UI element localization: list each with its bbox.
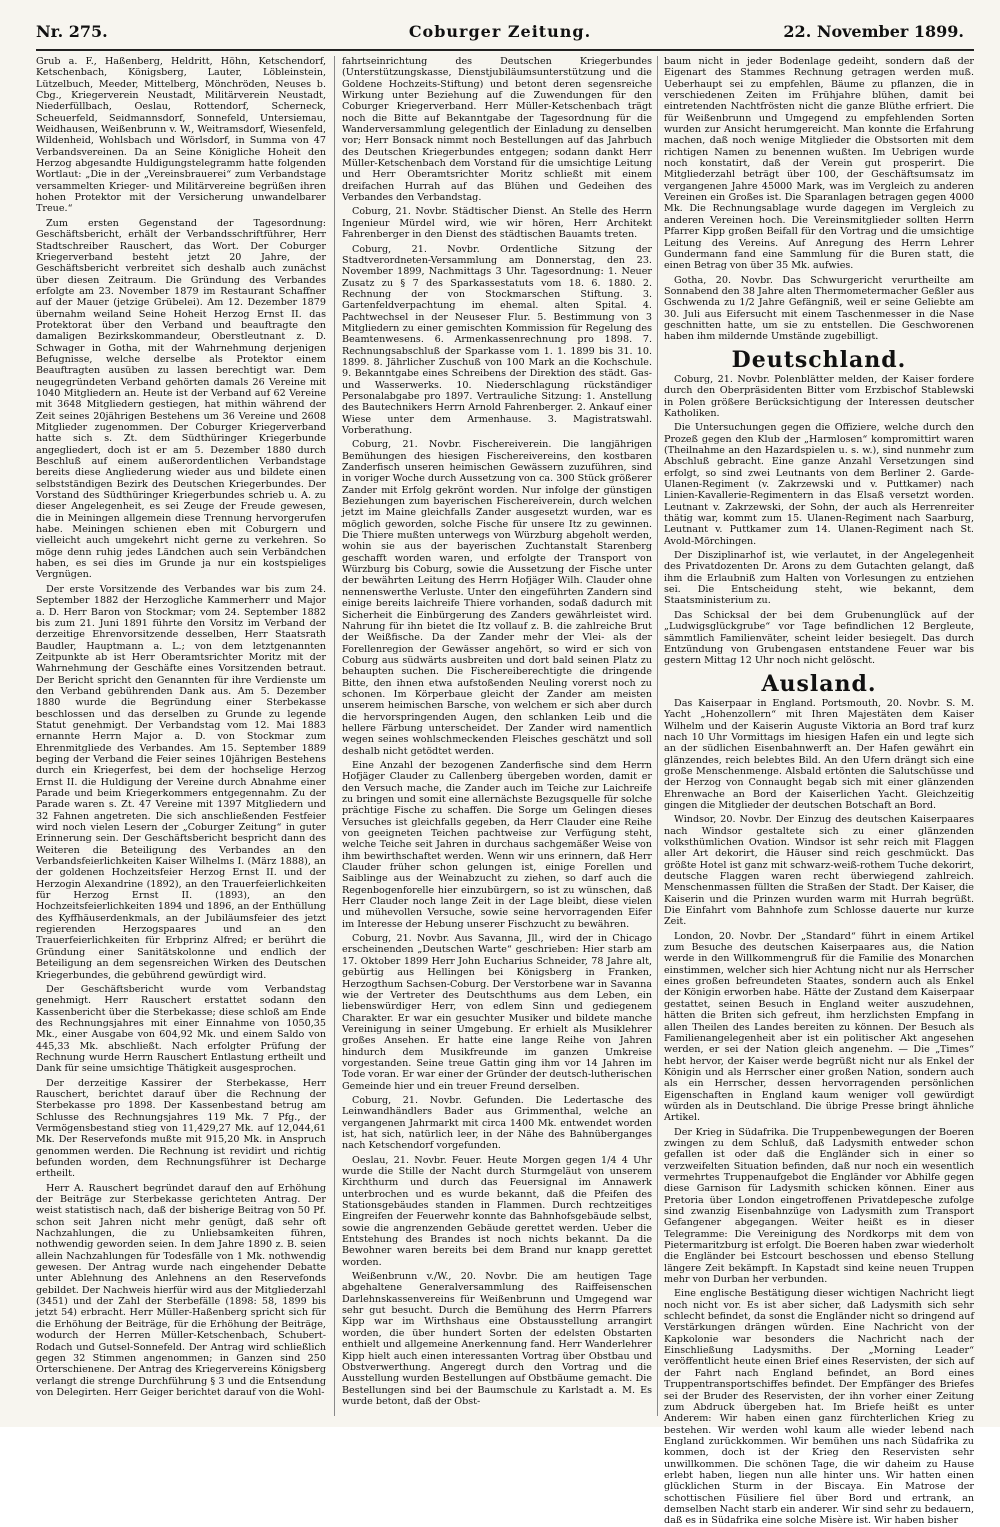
news-item: London, 20. Novbr. Der „Standard“ führt in einem Artikel zum Besuche des deutschen Kaiserpaares aus, die Nation werde in den Willkommengruß für die Familie des Monarchen einstimmen, welcher sich hier Achtung nicht nur als Herrscher eines großen befreundeten Staates, sondern auch als Enkel der Königin erworben habe. Hätte der Zustand dem Kaiserpaar gestattet, seinen Besuch in England weiter auszudehnen, hätten die Briten sich gefreut, ihm herzlichsten Empfang in allen Theilen des Landes bereiten zu können. Der Besuch als Familienangelegenheit aber ist ein politischer Akt angesehen werden, er sei der Nation gleich angenehm. — Die „Times“ hebt hervor, der Kaiser werde begrüßt nicht nur als Enkel der Königin und als Herrscher einer großen Nation, sondern auch als ein Herrscher, dessen hervorragenden persönlichen Eigenschaften in England kaum weniger voll gewürdigt würden als in Deutschland. Die übrige Presse bringt ähnliche Artikel.	[664, 930, 974, 1124]
newspaper-title: Coburger Zeitung.	[408, 22, 592, 41]
news-item: Coburg, 21. Novbr. Ordentliche Sitzung der Stadtverordneten-Versammlung am Donnerstag, den 23. November 1899, Nachmittags 3 Uhr. Tagesordnung: 1. Neuer Zusatz zu § 7 des Sparkassestatuts vom 18. 6. 1880. 2. Rechnung der von Stockmarschen Stiftung. 3. Gartenfeldverpachtung im ehemal. alten Spital. 4. Pachtwechsel in der Neuseser Flur. 5. Bestimmung von 3 Mitgliedern zu einer gemischten Kommission für Regelung des Beamtenwesens. 6. Armenkassenrechnung pro 1898. 7. Rechnungsabschluß der Sparkasse vom 1. 1. 1899 bis 31. 10. 1899. 8. Jährlicher Zuschuß von 100 Mark an die Kochschule. 9. Bekanntgabe eines Schreibens der Direktion des städt. Gas- und Wasserwerks. 10. Niederschlagung rückständiger Personalabgabe pro 1897. Vertrauliche Sitzung: 1. Anstellung des Bautechnikers Herrn Arnold Fahrenberger. 2. Ankauf einer Wiese unter dem Armenhause. 3. Magistratswahl. Vorberathung.	[342, 243, 652, 436]
column-left	[36, 56, 326, 1416]
news-item: Coburg, 21. Novbr. Fischereiverein. Die langjährigen Bemühungen des hiesigen Fischereivereins, den kostbaren Zanderfisch unseren heimischen Gewässern zuzuführen, sind in voriger Woche durch Aussetzung von ca. 300 Stück größerer Zander mit Erfolg gekrönt worden. Nur infolge der günstigen Beziehungen zum bayerischen Fischereiverein, durch welchen jetzt im Maine gleichfalls Zander ausgesetzt wurden, war es möglich geworden, solche Fische für unsere Itz zu gewinnen. Die Thiere mußten unterwegs von Würzburg abgeholt werden, wohin sie aus der bayerischen Zuchtanstalt Starenberg geschafft worden waren, und erfolgte der Transport von Würzburg bis Coburg, sowie die Aussetzung der Fische unter der bewährten Leitung des Herrn Hofjäger Wilh. Clauder ohne nennenswerthe Verluste. Unter den eingeführten Zandern sind einige bereits laichreife Thiere vorhanden, sodaß dadurch mit Sicherheit die Einbürgerung des Zanders gewährleistet wird. Nahrung für ihn bietet die Itz vollauf z. B. die zahlreiche Brut der Weißfische. Da der Zander mehr der Vlei- als der Forellenregion der Gewässer angehört, so wird er sich von Coburg aus südwärts ausbreiten und dort bald seinen Platz zu behaupten suchen. Die Fischereiberechtigte die dringende Bitte, den ihnen etwa aufstoßenden Neuling vorerst noch zu schonen. Im Körperbaue gleicht der Zander am meisten unserem heimischen Barsche, von welchem er sich aber durch die hervorspringenden Augen, den schlanken Leib und die hellere Färbung unterscheidet. Der Zander wird namentlich wegen seines wohlschmeckenden Fleisches geschätzt und soll deshalb nicht getödtet werden.	[342, 439, 652, 757]
news-item: Coburg, 21. Novbr. Städtischer Dienst. An Stelle des Herrn Ingenieur Mürdel wird, wie wir hören, Herr Architekt Fahrenberger in den Dienst des städtischen Bauamts treten.	[342, 206, 652, 241]
news-item: Coburg, 21. Novbr. Aus Savanna, Jll., wird der in Chicago erscheinenden „Deutschen Warte“ geschrieben: Hier starb am 17. Oktober 1899 Herr John Eucharius Schneider, 78 Jahre alt, gebürtig aus Hellingen bei Königsberg in Franken, Herzogthum Sachsen-Coburg. Der Verstorbene war in Savanna wie der Vertreter des Deutschthums aus dem Leben, ein liebenswürdiger Herr, von edlem Sinn und gediegenem Charakter. Er war ein gesuchter Musiker und bildete manche Vereinigung in seiner Umgebung. Er erhielt als Musiklehrer großes Ansehen. Er hatte eine lange Reihe von Jahren hindurch dem Musikfreunde im ganzen Umkreise vorgestanden. Seine treue Gattin ging ihm vor 14 Jahren im Tode voran. Er war einer der Gründer der deutsch-lutherischen Gemeinde hier und ein treuer Freund derselben.	[342, 933, 653, 1092]
column-divider	[657, 56, 658, 1416]
news-item: Coburg, 21. Novbr. Gefunden. Die Ledertasche des Leinwandhändlers Bader aus Grimmenthal, welche an vergangenen Jahrmarkt mit circa 1400 Mk. entwendet worden ist, hat sich, natürlich leer, in der Nähe des Bahnüberganges nach Ketschendorf vorgefunden.	[342, 1094, 652, 1152]
news-item: Das Schicksal der bei dem Grubenunglück auf der „Ludwigsglückgrube“ vor Tage befindlichen 12 Bergleute, sämmtlich Familienväter, scheint leider besiegelt. Das durch Entzündung von Grubengasen entstandene Feuer war bis gestern Mittag 12 Uhr noch nicht gelöscht.	[664, 609, 974, 667]
column-right	[664, 56, 974, 1527]
section-heading-ausland: Ausland.	[761, 670, 877, 697]
news-item: Gotha, 20. Novbr. Das Schwurgericht verurtheilte am Sonnabend den 38 Jahre alten Thermometermacher Geßler aus Gschwenda zu 1/2 Jahre Gefängniß, weil er seine Geliebte am 30. Juli aus Eifersucht mit einem Taschenmesser in die Nase geschnitten hatte, um sie zu entstellen. Die Geschworenen haben ihm mildernde Umstände zugebilligt.	[664, 274, 974, 343]
column-divider	[334, 56, 335, 1416]
issue-number: Nr. 275.	[36, 22, 108, 41]
article-paragraph: baum nicht in jeder Bodenlage gedeiht, sondern daß der Eigenart des Stammes Rechnung getragen werden muß. Ueberhaupt sei zu empfehlen, Bäume zu pflanzen, die in verschiedenen Zeiten im Frühjahre blühen, damit bei eintretenden Nachtfrösten nicht die ganze Blüthe erfriert. Die für Weißenbrunn und Umgegend zu empfehlenden Sorten wurden zur Ansicht herumgereicht. Man konnte die Erfahrung machen, daß noch wenige Mitglieder die Obstsorten mit dem richtigen Namen zu benennen wußten. Im Uebrigen wurde noch konstatirt, daß der Verein gut prosperirt. Die Mitgliederzahl beträgt über 100, der Geschäftsumsatz im vergangenen Jahre 45000 Mark, was im Vergleich zu anderen Vereinen ein Großes ist. Die Sparanlagen betragen gegen 4000 Mk. Die Rechnungsablage wurde dagegen im Vergleich zu anderen Vereinen hoch. Die Vereinsmitglieder sollten Herrn Pfarrer Kipp großen Beifall für den Vortrag und die umsichtige Leitung des Vereins. Auf Anregung des Herrn Lehrer Gundermann fand eine Sammlung für die Buren statt, die einen Betrag von über 35 Mk. aufwies.	[664, 56, 974, 272]
article-paragraph: Eine englische Bestätigung dieser wichtigen Nachricht liegt noch nicht vor. Es ist aber sicher, daß Ladysmith sich sehr schlecht befindet, da sonst die Engländer nicht so dringend auf Verstärkungen drängen würden. Eine Nachricht von der Kapkolonie war besonders die Nachricht nach der Einschließung Ladysmiths. Der „Morning Leader“ veröffentlicht heute einen Brief eines Reservisten, der sich auf der Fahrt nach England befindet, an Bord eines Truppentransportschiffes befindet. Der Empfänger des Briefes sei der Bruder des Reservisten, der ihn vorher einer Zeitung zum Abdruck übergeben hat. Im Briefe heißt es unter Anderem: Wir haben einen ganz fürchterlichen Krieg zu bestehen. Wir werden wohl kaum alle wieder lebend nach England zurückkommen. Wir bemühen uns nach Südafrika zu kommen, doch ist der Krieg den Reservisten sehr unwillkommen. Die schönen Tage, die wir daheim zu Hause erlebt haben, liegen nun alle hinter uns. Wir hatten einen glücklichen Sturm in der Biscaya. Ein Matrose der schottischen Füsiliere fiel über Bord und ertrank, an demselben Nacht starb ein anderer. Wir sind sehr zu bedauern, daß es in Südafrika eine solche Misère ist. Wir haben bisher	[664, 1288, 974, 1527]
news-item: Der Disziplinarhof ist, wie verlautet, in der Angelegenheit des Privatdozenten Dr. Arons zu dem Gutachten gelangt, daß ihm die Erlaubniß zum Halten von Vorlesungen zu entziehen sei. Die Entscheidung steht, wie bekannt, dem Staatsministerium zu.	[664, 550, 974, 607]
article-paragraph: Herr A. Rauschert begründet darauf den auf Erhöhung der Beiträge zur Sterbekasse gerichteten Antrag. Der weist statistisch nach, daß der bisherige Beitrag von 50 Pf. schon seit Jahren nicht mehr genügt, daß sehr oft Nachzahlungen, die zu Unliebsamkeiten führen, nothwendig geworden seien. In dem Jahre 1890 z. B. seien allein Nachzahlungen für Todesfälle von 1 Mk. nothwendig gewesen. Der Antrag wurde nach eingehender Debatte unter Ablehnung des Anlehnens an den Reservefonds gebildet. Der Nachweis hierfür wird aus der Mitgliederzahl (3451) und der Zahl der Sterbefälle (1898: 58, 1899 bis jetzt 54) erbracht. Herr Müller-Haßenberg spricht sich für die Erhöhung der Beiträge, für die Erhöhung der Beiträge, wodurch der Herren Müller-Ketschenbach, Schubert-Rodach und Gutsel-Sonnefeld. Der Antrag wird schließlich gegen 32 Stimmen angenommen; in Ganzen sind 250 Orterschienene. Der Antrag des Kriegervereins Königsberg verlangt die strenge Durchführung § 3 und die Entsendung von Delegirten. Herr Geiger berichtet darauf von die Wohl-	[36, 1182, 326, 1398]
article-paragraph: fahrtseinrichtung des Deutschen Kriegerbundes (Unterstützungskasse, Dienstjubiläumsunterstützung und die Goldene Hochzeits-Stiftung) und betont deren segensreiche Wirkung unter Beziehung auf die Zuwendungen für den Coburger Kriegerverband. Herr Müller-Ketschenbach trägt noch die Bitte auf Bekanntgabe der Tagesordnung für die Wanderversammlung gelegentlich der Einladung zu denselben vor; Herr Bonsack nimmt noch Bestellungen auf das Jahrbuch des Deutschen Kriegerbundes entgegen; sodann dankt Herr Müller-Ketschenbach dem Vorstand für die umsichtige Leitung und Herr Oberamtsrichter Moritz schließt mit einem dreifachen Hurrah auf das Blühen und Gedeihen des Verbandes den Verbandstag.	[342, 56, 652, 204]
section-heading-deutschland: Deutschland.	[731, 346, 907, 373]
article-paragraph: Der erste Vorsitzende des Verbandes war bis zum 24. September 1882 der Herzogliche Kammerherr und Major a. D. Herr Baron von Stockmar; vom 24. September 1882 bis zum 21. Juni 1891 führte den Vorsitz im Verband der derzeitige Ehrenvorsitzende desselben, Herr Staatsrath Baudler, Hauptmann a. L.; von dem letztgenannten Zeitpunkte ab ist Herr Oberamtsrichter Moritz mit der Wahrnehmung der Geschäfte eines Vorsitzenden betraut. Der Bericht spricht den Genannten für ihre Verdienste um den Verband gebührenden Dank aus. Am 5. Dezember 1880 wurde die Begründung einer Sterbekasse beschlossen und das derselben zu Grunde zu legende Statut genehmigt. Der Verbandstag vom 12. Mai 1883 ernannte Herrn Major a. D. von Stockmar zum Ehrenmitgliede des Verbandes. Am 15. September 1889 beging der Verband die Feier seines 10jährigen Bestehens durch ein Kriegerfest, bei dem der hochselige Herzog Ernst II. die Huldigung der Vereine durch Abnahme einer Parade und beim Kriegerkommers entgegennahm. Zu der Parade waren s. Zt. 47 Vereine mit 1397 Mitgliedern und 32 Fahnen angetreten. Die sich anschließenden Festfeier wird noch vielen Lesern der „Coburger Zeitung“ in guter Erinnerung sein. Der Geschäftsbericht bespricht dann des Weiteren die Beteiligung des Verbandes an den Verbandsfeierlichkeiten Kaiser Wilhelms I. (März 1888), an der goldenen Hochzeitsfeier Herzog Ernst II. und der Herzogin Alexandrine (1892), an den Trauerfeierlichkeiten für Herzog Ernst II. (1893), an den Hochzeitsfeierlichkeiten 1894 und 1896, an der Enthüllung des Kyffhäuserdenkmals, an der Jubiläumsfeier des jetzt regierenden Herzogspaares und an den Trauerfeierlichkeiten für Erbprinz Alfred; er berührt die Gründung einer Sanitätskolonne und endlich der Beteiligung an dem segensreichen Wirken des Deutschen Kriegerbundes, die gebührend gewürdigt wird.	[36, 583, 326, 981]
column-middle	[342, 56, 652, 1416]
news-item: Windsor, 20. Novbr. Der Einzug des deutschen Kaiserpaares nach Windsor gestaltete sich zu einer glänzenden volksthümlichen Ovation. Windsor ist sehr reich mit Flaggen aller Art dekorirt, die Häuser sind reich geschmückt. Das größte Hotel ist ganz mit schwarz-weiß-rothem Tuche dekorirt, deutsche Flaggen waren recht überwiegend zahlreich. Menschenmassen füllten die Straßen der Stadt. Der Kaiser, die Kaiserin und die Prinzen wurden warm mit Hurrah begrüßt. Die Einfahrt vom Bahnhofe zum Schlosse dauerte nur kurze Zeit.	[664, 814, 974, 928]
news-item: Coburg, 21. Novbr. Polenblätter melden, der Kaiser fordere durch den Oberpräsidenten Bitter vom Erzbischof Stablewski in Polen größere Berücksichtigung der Interessen deutscher Katholiken.	[664, 373, 974, 419]
article-paragraph: Der Geschäftsbericht wurde vom Verbandstag genehmigt. Herr Rauschert erstattet sodann den Kassenbericht über die Sterbekasse; diese schloß am Ende des Rechnungsjahres mit einer Einnahme von 1050,35 Mk., einer Ausgabe von 604,92 Mk. und einem Saldo von 445,33 Mk. abschließt. Nach erfolgter Prüfung der Rechnung wurde Herrn Rauschert Entlastung ertheilt und Dank für seine umsichtige Thätigkeit ausgesprochen.	[36, 983, 326, 1075]
masthead	[0, 22, 1000, 48]
news-item: Weißenbrunn v./W., 20. Novbr. Die am heutigen Tage abgehaltene Generalversammlung des Raiffeisenschen Darlehnskassenvereins für Weißenbrunn und Umgegend war sehr gut besucht. Durch die Bemühung des Herrn Pfarrers Kipp war im Wirthshaus eine Obstausstellung arrangirt worden, die über hundert Sorten der edelsten Obstarten enthielt und allgemeine Anerkennung fand. Herr Wanderlehrer Kipp hielt auch einen interessanten Vortrag über Obstbau und Obstverwerthung. Angeregt durch den Vortrag und die Ausstellung wurden Bestellungen auf Obstbäume gemacht. Die Bestellungen sind bei der Baumschule zu Karlstadt a. M. Es wurde betont, daß der Obst-	[342, 1271, 652, 1407]
news-item: Der Krieg in Südafrika. Die Truppenbewegungen der Boeren zwingen zu dem Schluß, daß Ladysmith entweder schon gefallen ist oder daß die Engländer sich in einer so verzweifelten Situation befinden, daß nur noch ein wesentlich vermehrtes Truppenaufgebot die Engländer vor Abhilfe gegen diese Garnison für Ladysmith schicken können. Einer aus Pretoria über London eingetroffenen Privatdepesche zufolge sind zwanzig Eisenbahnzüge von Ladysmith zum Transport Gefangener abgegangen. Weiter heißt es in dieser Telegramme: Die Vereinigung des Nordkorps mit dem von Pietermaritzburg ist erfolgt. Die Boeren haben zwar wiederholt die Engländer bei Estcourt beschossen und ebenso Stellung längere Zeit bekämpft. In Kapstadt sind keine neuen Truppen mehr von Durban her verbunden.	[664, 1126, 974, 1286]
news-item: Die Untersuchungen gegen die Offiziere, welche durch den Prozeß gegen den Klub der „Harmlosen“ kompromittirt waren (Theilnahme an den Hazardspielen u. s. w.), sind nunmehr zum Abschluß gebracht. Eine ganze Anzahl Versetzungen sind erfolgt, so sind zwei Leutnants von dem Berliner 2. Garde-Ulanen-Regiment (v. Zakrzewski und v. Puttkamer) nach Linien-Kavallerie-Regimentern in das Elsaß versetzt worden. Leutnant v. Zakrzewski, der Sohn, der auch als Herrenreiter thätig war, kommt zum 15. Ulanen-Regiment nach Saarburg, Leutnant v. Puttkamer zum 14. Ulanen-Regiment nach St. Avold-Mörchingen.	[664, 422, 974, 547]
news-item: Oeslau, 21. Novbr. Feuer. Heute Morgen gegen 1/4 4 Uhr wurde die Stille der Nacht durch Sturmgeläut von unserem Kirchthurm und durch das Feuersignal im Annawerk unterbrochen und es wurde bekannt, daß die Pfeifen des Stationsgebäudes standen in Flammen. Durch rechtzeitiges Eingreifen der Feuerwehr konnte das Bahnhofsgebäude selbst, sowie die angrenzenden Gebäude gerettet werden. Ueber die Entstehung des Brandes ist noch nichts bekannt. Da die Bewohner waren bereits bei dem Brand nur knapp gerettet worden.	[342, 1154, 652, 1268]
header-rule	[36, 49, 974, 51]
article-paragraph: Der derzeitige Kassirer der Sterbekasse, Herr Rauschert, berichtet darauf über die Rechnung der Sterbekasse pro 1898. Der Kassenbestand betrug am Schlusse des Rechnungsjahres 119 Mk. 7 Pfg., der Vermögensbestand stieg von 11,429,27 Mk. auf 12,044,61 Mk. Der Reservefonds mußte mit 915,20 Mk. in Anspruch genommen werden. Die Rechnung ist revidirt und richtig befunden worden, dem Rechnungsführer ist Decharge ertheilt.	[36, 1077, 326, 1180]
issue-date: 22. November 1899.	[783, 22, 964, 41]
article-paragraph: Grub a. F., Haßenberg, Heldritt, Höhn, Ketschendorf, Ketschenbach, Königsberg, Lauter, Löbleinstein, Lützelbuch, Meeder, Mittelberg, Mönchröden, Neuses b. Cbg., Kriegerverein Neustadt, Militärverein Neustadt, Niederfüllbach, Oeslau, Rottendorf, Scherneck, Scheuerfeld, Seidmannsdorf, Sonnefeld, Untersiemau, Weidhausen, Weißenbrunn v. W., Weitramsdorf, Wiesenfeld, Wildenheid, Wohlsbach und Wörlsdorf, in Summa von 47 Verbandsvereinen. Da an Seine Königliche Hoheit den Herzog abgesandte Huldigungstelegramm hatte folgenden Wortlaut: „Die in der „Vereinsbrauerei“ zum Verbandstage versammelten Krieger- und Militärvereine begrüßen ihren hohen Protektor mit der Versicherung unwandelbarer Treue.“	[36, 56, 326, 215]
article-paragraph: Zum ersten Gegenstand der Tagesordnung: Geschäftsbericht, erhält der Verbandsschriftführer, Herr Stadtschreiber Rauschert, das Wort. Der Coburger Kriegerverband besteht jetzt 20 Jahre, der Geschäftsbericht verbreitet sich deshalb auch zunächst über diesen Zeitraum. Die Gründung des Verbandes erfolgte am 23. November 1879 im Restaurant Schaffner auf der Mauer (jetzige Grübelei). Am 12. Dezember 1879 übernahm weiland Seine Hoheit Herzog Ernst II. das Protektorat über den Verband und beauftragte den damaligen Bezirkskommandeur, Oberstleutnant z. D. Schwager in Gotha, mit der Wahrnehmung derjenigen Befugnisse, welche derselbe als Protektor einem Beauftragten ausüben zu lassen berechtigt war. Dem neugegründeten Verband gehörten damals 26 Vereine mit 1040 Mitgliedern an. Heute ist der Verband auf 62 Vereine mit 3648 Mitgliedern gestiegen, hat mithin während der Zeit seines 20jährigen Bestehens um 36 Vereine und 2608 Mitglieder zugenommen. Der Coburger Kriegerverband hatte sich s. Zt. dem Südthüringer Kriegerbunde angegliedert, doch ist er am 5. Dezember 1880 durch Beschluß auf einem außerordentlichen Verbandstage bereits diese Angliederung wieder aus und bildete einen selbstständigen Bezirk des Deutschen Kriegerbundes. Der Vorstand des Südthüringer Kriegerbundes schrieb u. A. zu dieser Angelegenheit, es sei Zeuge der Freude gewesen, die in Meiningen allgemein diese Trennung hervorgerufen habe. Meiningen schienen eben mit Coburgern und vielleicht auch umgekehrt nicht gerne zu verkehren. So möge denn ruhig jedes Ländchen auch sein Verbändchen haben, es sei dies im Grunde ja nur ein kostspieliges Vergnügen.	[36, 217, 326, 581]
article-paragraph: Eine Anzahl der bezogenen Zanderfische sind dem Herrn Hofjäger Clauder zu Callenberg übergeben worden, damit er den Versuch mache, die Zander auch im Teiche zur Laichreife zu bringen und somit eine allernächste Bezugsquelle für solche prächtige Fische zu schaffen. Die Sorge um Gelingen dieses Versuches ist gleichfalls gegeben, da Herr Clauder eine Reihe von geeigneten Teichen pachtweise zur Verfügung steht, welche Teiche seit Jahren in durchaus sachgemäßer Weise von ihm bewirthschaftet werden. Wenn wir uns erinnern, daß Herr Clauder früher schon gelungen ist, einige Forellen und Saiblinge aus der Weinabzucht zu ziehen, so darf auch die Regenbogenforelle hier einzubürgern, so ist zu wünschen, daß Herr Clauder noch lange Zeit in der Lage bleibt, diese vielen und mühevollen Versuche, sowie seine hervorragenden Eifer im Interesse der Hebung unserer Fischzucht zu bewähren.	[342, 759, 652, 930]
news-item: Das Kaiserpaar in England. Portsmouth, 20. Novbr. S. M. Yacht „Hohenzollern“ mit Ihren Majestäten dem Kaiser Wilhelm und der Kaiserin Auguste Viktoria an Bord traf kurz nach 10 Uhr Vormittags im hiesigen Hafen ein und legte sich an der südlichen Eisenbahnwerft an. Der Hafen gewährt ein glänzendes, reich belebtes Bild. An den Ufern drängt sich eine große Menschenmenge. Alsbald ertönten die Salutschüsse und der Herzog von Connaught begab sich mit einer glänzenden Ehrenwache an Bord der Kaiserlichen Yacht. Gleichzeitig gingen die Mitglieder der deutschen Botschaft an Bord.	[664, 697, 974, 811]
